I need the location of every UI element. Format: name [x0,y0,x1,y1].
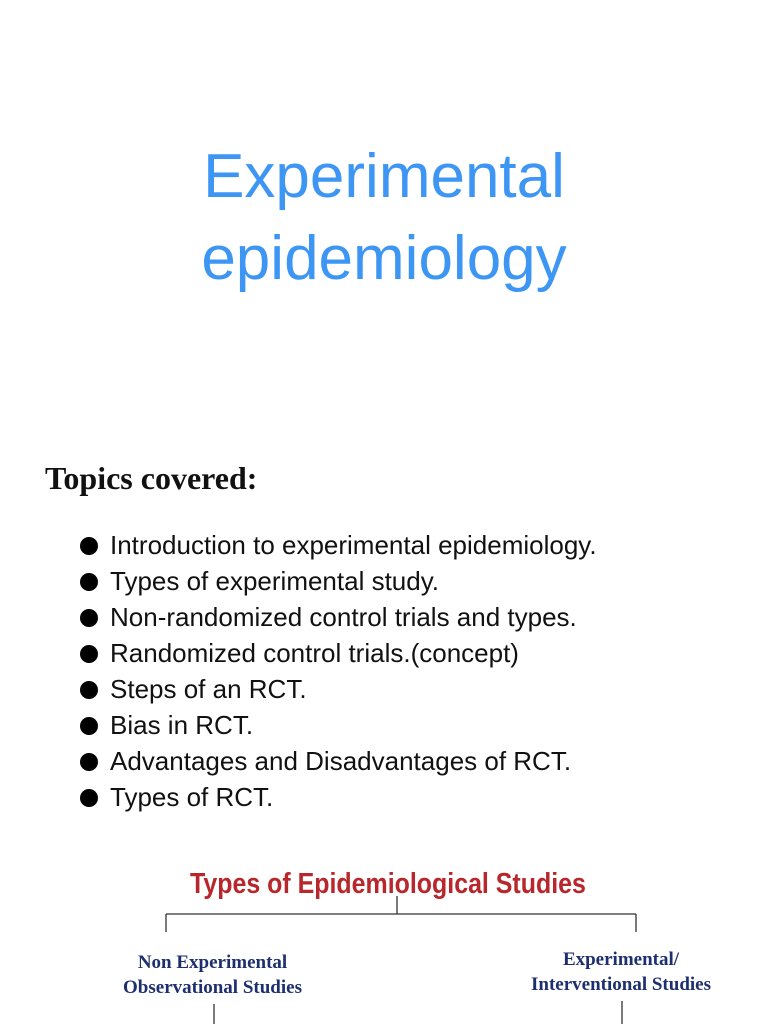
list-item-text: Randomized control trials.(concept) [110,638,519,668]
list-item-text: Steps of an RCT. [110,674,307,704]
list-item-text: Introduction to experimental epidemiology. [110,530,597,560]
title-line-2: epidemiology [201,224,567,293]
branch-right-line-1: Experimental/ [562,949,680,970]
branch-experimental [507,947,735,997]
diagram-title: Types of Epidemiological Studies [190,868,586,900]
list-item-text: Non-randomized control trials and types. [110,602,577,632]
topics-heading: Topics covered: [45,460,258,496]
branch-left-line-1: Non Experimental [137,952,288,973]
branch-right-line-2: Interventional Studies [531,974,711,995]
list-item-text: Types of RCT. [110,782,274,812]
branch-left-line-2: Observational Studies [123,977,302,998]
list-item-text: Types of experimental study. [110,566,440,596]
branch-non-experimental [100,950,325,1000]
title-line-1: Experimental [203,142,565,211]
list-item-text: Bias in RCT. [110,710,254,740]
list-item-text: Advantages and Disadvantages of RCT. [110,746,572,776]
